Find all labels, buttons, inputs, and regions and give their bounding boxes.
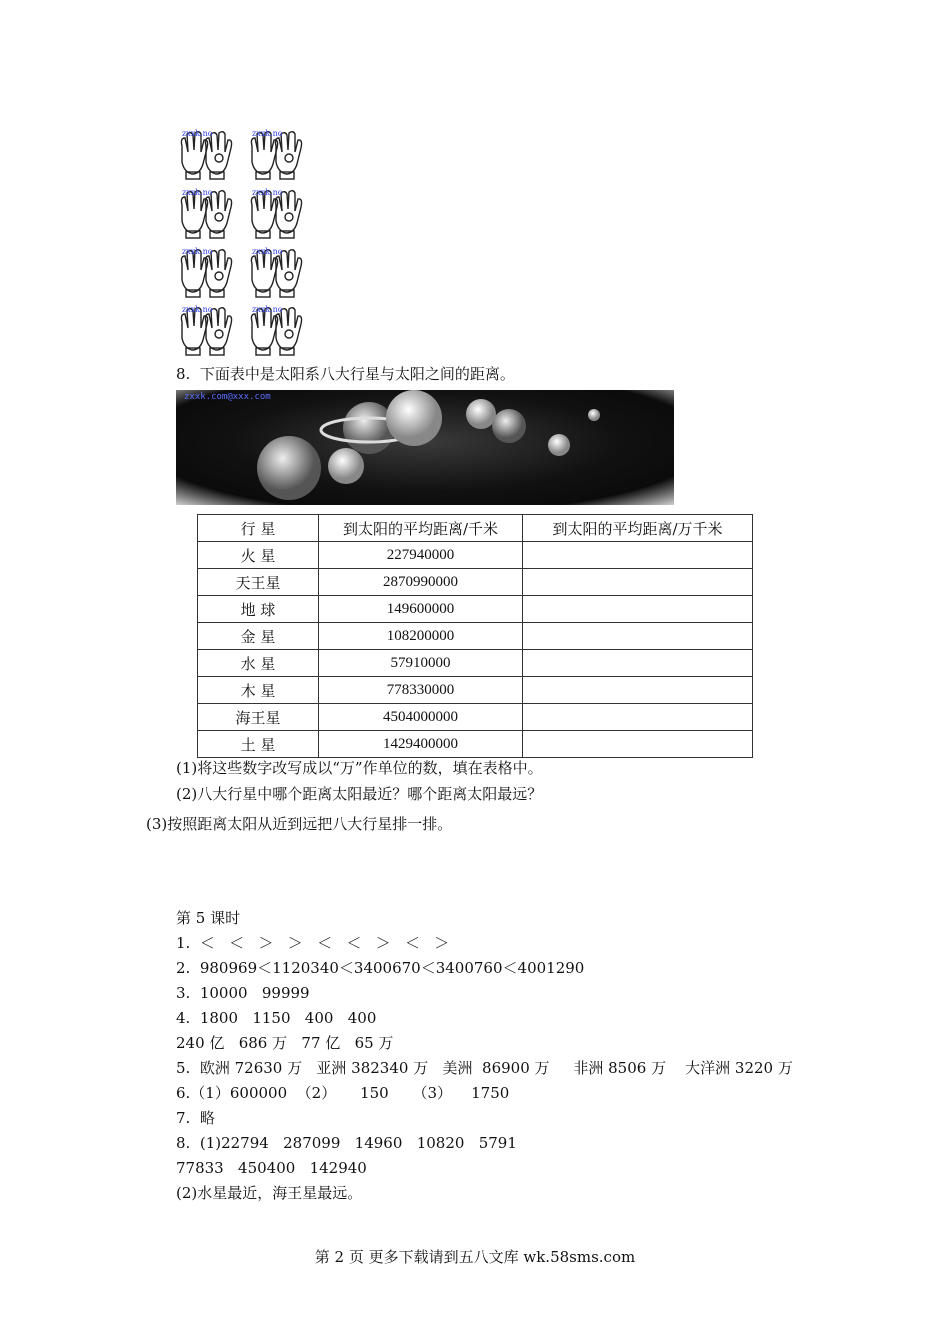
glove-watermark: zxxk.no [252,247,283,256]
distance-km: 227940000 [319,542,523,569]
distance-wan-blank [523,650,753,677]
table-row [198,677,753,704]
answer-8: 8. (1)22794 287099 14960 10820 5791 [176,1134,517,1152]
distance-wan-blank [523,704,753,731]
distance-km: 1429400000 [319,731,523,758]
glove-pair-icon [246,126,304,182]
banner-watermark: zxxk.com@xxx.com [184,392,271,402]
planets-banner-image [176,390,674,505]
question-8-sub-3: (3)按照距离太阳从近到远把八大行星排一排。 [146,815,453,833]
table-row [198,596,753,623]
distance-wan-blank [523,731,753,758]
header-planet: 行 星 [198,515,319,542]
distance-km: 778330000 [319,677,523,704]
glove-pair-icon [176,126,234,182]
glove-pair-icon [176,185,234,241]
distance-wan-blank [523,569,753,596]
distance-wan-blank [523,677,753,704]
table-header-row [198,515,753,542]
glove-watermark: zxxk.no [182,188,213,197]
glove-pair-icon [246,185,304,241]
glove-watermark: zxxk.no [252,129,283,138]
answer-5: 5. 欧洲 72630 万 亚洲 382340 万 美洲 86900 万 非洲 8506 万 大洋洲 3220 万 [176,1059,793,1077]
distance-km: 2870990000 [319,569,523,596]
table-row [198,704,753,731]
distance-wan-blank [523,542,753,569]
distance-km: 149600000 [319,596,523,623]
planets-icon [176,390,674,505]
planet-name: 木 星 [198,677,319,704]
answer-7: 7. 略 [176,1109,215,1127]
page-footer: 第 2 页 更多下载请到五八文库 wk.58sms.com [314,1248,636,1266]
glove-pair-icon [176,244,234,300]
answer-8-part-2: (2)水星最近，海王星最远。 [176,1184,363,1202]
planet-name: 地 球 [198,596,319,623]
distance-km: 108200000 [319,623,523,650]
distance-km: 57910000 [319,650,523,677]
glove-watermark: zxxk.no [182,247,213,256]
planet-name: 水 星 [198,650,319,677]
question-8-sub-2: (2)八大行星中哪个距离太阳最近？哪个距离太阳最远？ [176,785,543,803]
answer-3: 3. 10000 99999 [176,984,310,1002]
planet-name: 金 星 [198,623,319,650]
distance-wan-blank [523,596,753,623]
glove-pair-icon [246,244,304,300]
glove-watermark: zxxk.no [252,305,283,314]
answer-4: 4. 1800 1150 400 400 [176,1009,377,1027]
glove-watermark: zxxk.no [182,305,213,314]
glove-watermark: zxxk.no [182,129,213,138]
distance-wan-blank [523,623,753,650]
table-row [198,623,753,650]
table-row [198,542,753,569]
table-row [198,569,753,596]
answer-6: 6.（1）600000 （2） 150 （3） 1750 [176,1084,510,1102]
planet-name: 火 星 [198,542,319,569]
answer-8-continued: 77833 450400 142940 [176,1159,367,1177]
table-row [198,650,753,677]
distance-km: 4504000000 [319,704,523,731]
planet-name: 海王星 [198,704,319,731]
question-8-sub-1: (1)将这些数字改写成以“万”作单位的数，填在表格中。 [176,759,543,777]
answer-1: 1. ＜ ＜ ＞ ＞ ＜ ＜ ＞ ＜ ＞ [176,934,450,952]
table-row [198,731,753,758]
glove-watermark: zxxk.no [252,188,283,197]
glove-pair-icon [176,302,234,358]
glove-pair-icon [246,302,304,358]
answer-4-continued: 240 亿 686 万 77 亿 65 万 [176,1034,394,1052]
header-distance-wan-km: 到太阳的平均距离/万千米 [523,515,753,542]
planet-name: 天王星 [198,569,319,596]
answer-section-title: 第 5 课时 [176,909,241,927]
answer-2: 2. 980969＜1120340＜3400670＜3400760＜4001290 [176,959,585,977]
header-distance-km: 到太阳的平均距离/千米 [319,515,523,542]
planet-name: 土 星 [198,731,319,758]
planet-distance-table [197,514,753,758]
question-8-intro: 8. 下面表中是太阳系八大行星与太阳之间的距离。 [176,365,515,383]
